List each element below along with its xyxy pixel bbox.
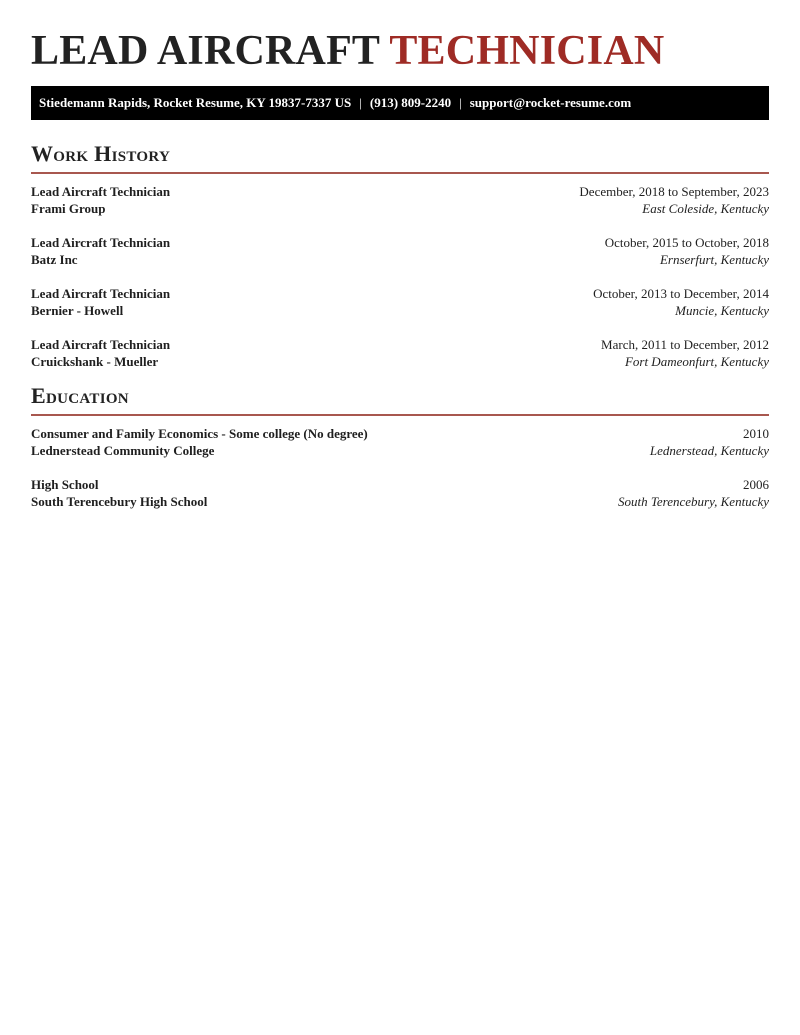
job-location: Ernserfurt, Kentucky xyxy=(659,252,769,267)
job-location: East Coleside, Kentucky xyxy=(642,201,769,216)
graduation-year: 2010 xyxy=(743,426,769,441)
contact-email: support@rocket-resume.com xyxy=(469,95,632,110)
job-title: Lead Aircraft Technician xyxy=(31,184,171,199)
section-heading: Work History xyxy=(31,141,171,166)
work-entry xyxy=(31,183,769,217)
contact-phone: (913) 809-2240 xyxy=(369,95,452,110)
work-history-section xyxy=(31,139,769,370)
graduation-year: 2006 xyxy=(743,477,769,492)
contact-address: Stiedemann Rapids, Rocket Resume, KY 19837-7337 US xyxy=(39,95,352,110)
title-second-part: TECHNICIAN xyxy=(389,28,665,74)
school-location: Lednerstead, Kentucky xyxy=(649,443,769,458)
school-location: South Terencebury, Kentucky xyxy=(617,494,769,509)
section-divider xyxy=(31,414,769,416)
work-entry xyxy=(31,336,769,370)
degree-name: High School xyxy=(31,477,99,492)
school-name: South Terencebury High School xyxy=(31,494,208,509)
degree-name: Consumer and Family Economics - Some college (No degree) xyxy=(31,426,368,441)
work-entry xyxy=(31,285,769,319)
job-dates: December, 2018 to September, 2023 xyxy=(579,184,769,199)
job-location: Fort Dameonfurt, Kentucky xyxy=(624,354,769,369)
company-name: Batz Inc xyxy=(31,252,78,267)
resume-title xyxy=(31,26,664,76)
company-name: Cruickshank - Mueller xyxy=(31,354,159,369)
job-title: Lead Aircraft Technician xyxy=(31,235,171,250)
school-name: Lednerstead Community College xyxy=(31,443,215,458)
section-heading: Education xyxy=(31,383,129,408)
job-title: Lead Aircraft Technician xyxy=(31,286,171,301)
job-location: Muncie, Kentucky xyxy=(675,303,769,318)
work-entry xyxy=(31,234,769,268)
job-dates: October, 2013 to December, 2014 xyxy=(593,286,769,301)
education-entry xyxy=(31,476,769,510)
title-first-part: LEAD AIRCRAFT xyxy=(31,28,380,74)
education-section xyxy=(31,381,769,510)
contact-bar xyxy=(31,86,769,120)
company-name: Frami Group xyxy=(31,201,106,216)
job-title: Lead Aircraft Technician xyxy=(31,337,171,352)
education-entry xyxy=(31,425,769,459)
contact-separator: | xyxy=(459,95,462,110)
job-dates: March, 2011 to December, 2012 xyxy=(601,337,769,352)
contact-separator: | xyxy=(359,95,362,110)
company-name: Bernier - Howell xyxy=(31,303,124,318)
section-divider xyxy=(31,172,769,174)
job-dates: October, 2015 to October, 2018 xyxy=(604,235,769,250)
